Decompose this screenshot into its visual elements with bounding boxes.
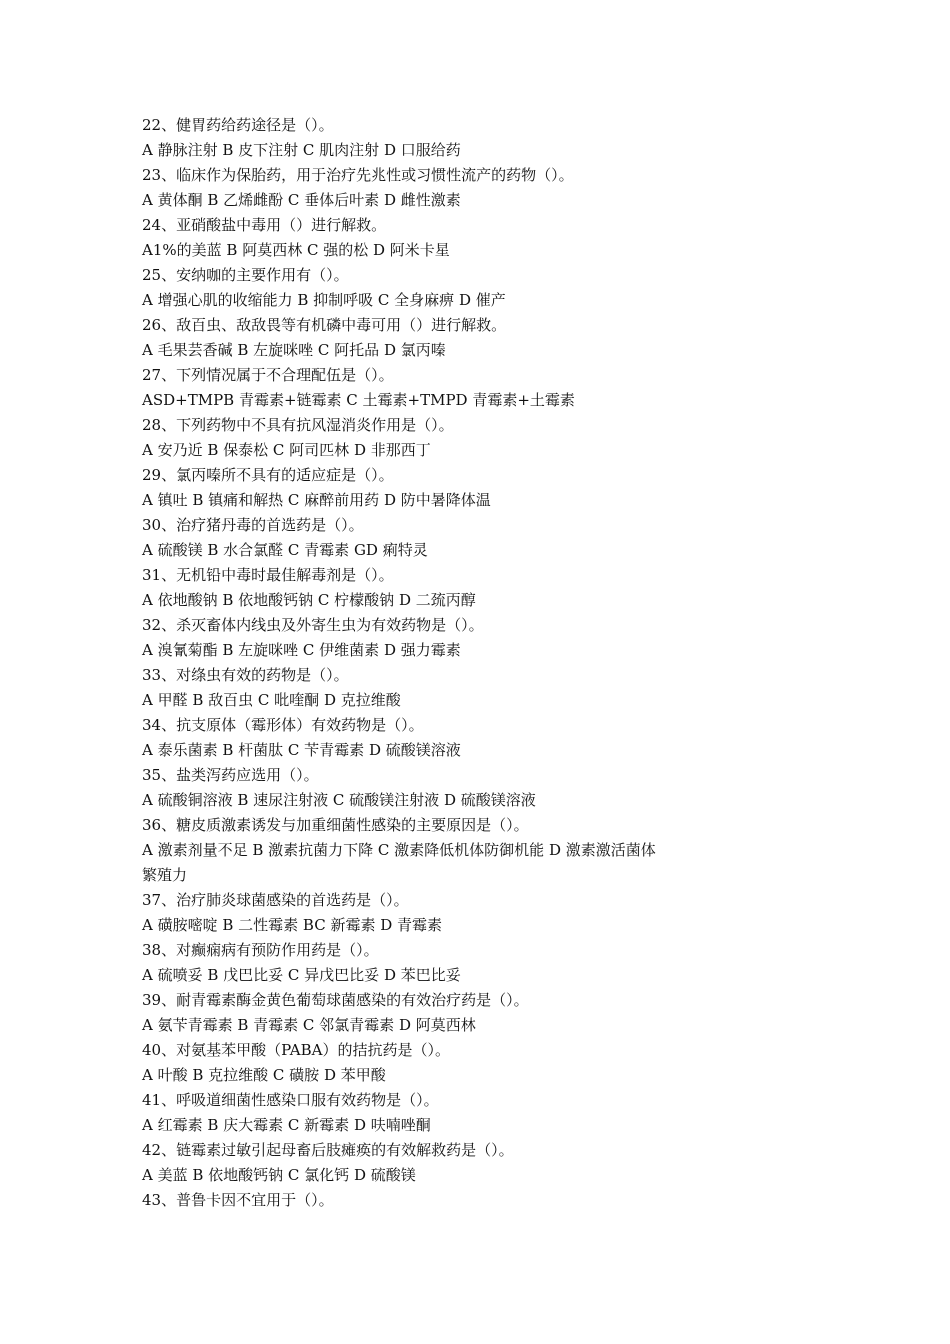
question-36: 36、糖皮质激素诱发与加重细菌性感染的主要原因是（）。 bbox=[142, 816, 529, 834]
question-37: 37、治疗肺炎球菌感染的首选药是（）。 bbox=[142, 891, 409, 909]
options-34: A 泰乐菌素 B 杆菌肽 C 苄青霉素 D 硫酸镁溶液 bbox=[142, 741, 461, 759]
question-39: 39、耐青霉素酶金黄色葡萄球菌感染的有效治疗药是（）。 bbox=[142, 991, 529, 1009]
question-42: 42、链霉素过敏引起母畜后肢瘫痪的有效解救药是（）。 bbox=[142, 1141, 514, 1159]
options-28: A 安乃近 B 保泰松 C 阿司匹林 D 非那西丁 bbox=[142, 441, 431, 459]
options-33: A 甲醛 B 敌百虫 C 吡喹酮 D 克拉维酸 bbox=[142, 691, 401, 709]
options-38: A 硫喷妥 B 戊巴比妥 C 异戊巴比妥 D 苯巴比妥 bbox=[142, 966, 461, 984]
question-25: 25、安纳咖的主要作用有（）。 bbox=[142, 266, 349, 284]
question-26: 26、敌百虫、敌敌畏等有机磷中毒可用（）进行解救。 bbox=[142, 316, 507, 334]
question-33: 33、对绦虫有效的药物是（）。 bbox=[142, 666, 349, 684]
question-30: 30、治疗猪丹毒的首选药是（）。 bbox=[142, 516, 364, 534]
question-list bbox=[142, 113, 662, 1213]
options-40: A 叶酸 B 克拉维酸 C 磺胺 D 苯甲酸 bbox=[142, 1066, 386, 1084]
question-38: 38、对癫痫病有预防作用药是（）。 bbox=[142, 941, 379, 959]
options-25: A 增强心肌的收缩能力 B 抑制呼吸 C 全身麻痹 D 催产 bbox=[142, 291, 506, 309]
question-41: 41、呼吸道细菌性感染口服有效药物是（）。 bbox=[142, 1091, 439, 1109]
question-43: 43、普鲁卡因不宜用于（）。 bbox=[142, 1191, 334, 1209]
options-37: A 磺胺嘧啶 B 二性霉素 BC 新霉素 D 青霉素 bbox=[142, 916, 443, 934]
question-22: 22、健胃药给药途径是（）。 bbox=[142, 116, 334, 134]
question-24: 24、亚硝酸盐中毒用（）进行解救。 bbox=[142, 216, 387, 234]
options-32: A 溴氰菊酯 B 左旋咪唑 C 伊维菌素 D 强力霉素 bbox=[142, 641, 461, 659]
question-35: 35、盐类泻药应选用（）。 bbox=[142, 766, 319, 784]
question-27: 27、下列情况属于不合理配伍是（）。 bbox=[142, 366, 394, 384]
options-27: ASD+TMPB 青霉素+链霉素 C 土霉素+TMPD 青霉素+土霉素 bbox=[142, 391, 575, 409]
options-23: A 黄体酮 B 乙烯雌酚 C 垂体后叶素 D 雌性激素 bbox=[142, 191, 461, 209]
options-26: A 毛果芸香碱 B 左旋咪唑 C 阿托品 D 氯丙嗪 bbox=[142, 341, 446, 359]
question-31: 31、无机铅中毒时最佳解毒剂是（）。 bbox=[142, 566, 394, 584]
question-28: 28、下列药物中不具有抗风湿消炎作用是（）。 bbox=[142, 416, 454, 434]
options-24: A1%的美蓝 B 阿莫西林 C 强的松 D 阿米卡星 bbox=[142, 241, 450, 259]
question-23: 23、临床作为保胎药，用于治疗先兆性或习惯性流产的药物（）。 bbox=[142, 166, 574, 184]
options-22: A 静脉注射 B 皮下注射 C 肌肉注射 D 口服给药 bbox=[142, 141, 461, 159]
question-29: 29、氯丙嗪所不具有的适应症是（）。 bbox=[142, 466, 394, 484]
options-42: A 美蓝 B 依地酸钙钠 C 氯化钙 D 硫酸镁 bbox=[142, 1166, 416, 1184]
question-40: 40、对氨基苯甲酸（PABA）的拮抗药是（）。 bbox=[142, 1041, 450, 1059]
question-32: 32、杀灭畜体内线虫及外寄生虫为有效药物是（）。 bbox=[142, 616, 484, 634]
options-35: A 硫酸铜溶液 B 速尿注射液 C 硫酸镁注射液 D 硫酸镁溶液 bbox=[142, 791, 536, 809]
options-30: A 硫酸镁 B 水合氯醛 C 青霉素 GD 痢特灵 bbox=[142, 541, 428, 559]
question-34: 34、抗支原体（霉形体）有效药物是（）。 bbox=[142, 716, 424, 734]
options-39: A 氨苄青霉素 B 青霉素 C 邻氯青霉素 D 阿莫西林 bbox=[142, 1016, 476, 1034]
options-36: A 激素剂量不足 B 激素抗菌力下降 C 激素降低机体防御机能 D 激素激活菌体繁殖力 bbox=[142, 841, 656, 884]
options-41: A 红霉素 B 庆大霉素 C 新霉素 D 呋喃唑酮 bbox=[142, 1116, 431, 1134]
options-31: A 依地酸钠 B 依地酸钙钠 C 柠檬酸钠 D 二巯丙醇 bbox=[142, 591, 476, 609]
options-29: A 镇吐 B 镇痛和解热 C 麻醉前用药 D 防中暑降体温 bbox=[142, 491, 491, 509]
